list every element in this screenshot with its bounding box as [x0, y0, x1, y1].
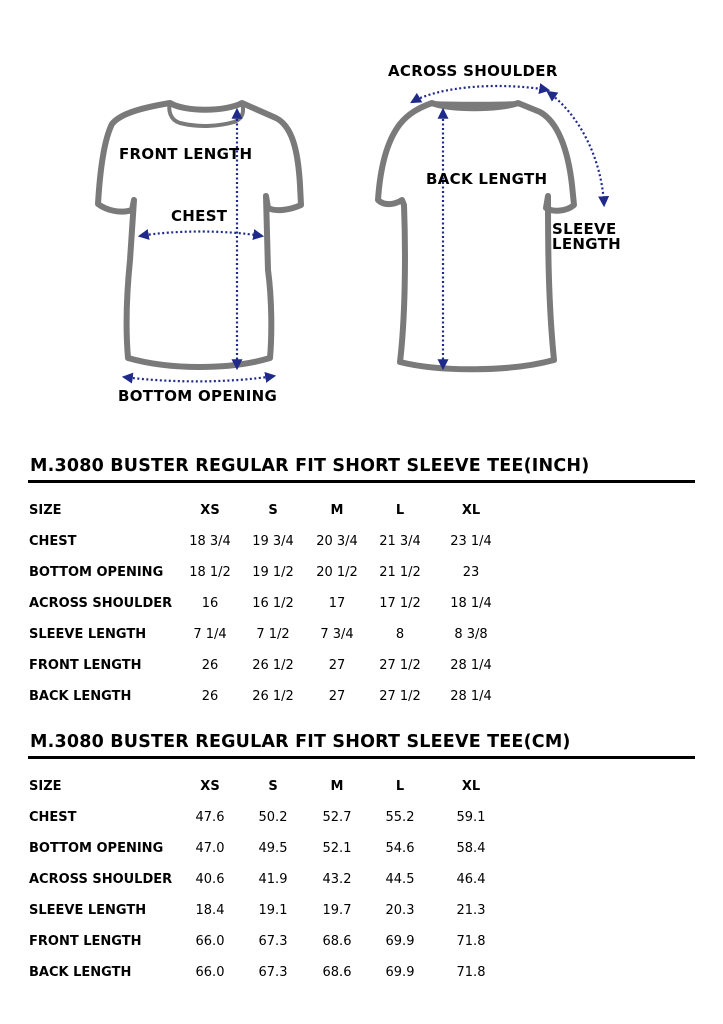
row-label: CHEST	[29, 534, 77, 549]
cell: 19.1	[258, 903, 288, 918]
row-label: ACROSS SHOULDER	[29, 872, 173, 887]
row-label: SLEEVE LENGTH	[29, 627, 147, 642]
cell: 71.8	[456, 965, 486, 980]
cell: 7 1/2	[256, 627, 290, 642]
table-row	[0, 872, 723, 892]
header-xl: XL	[461, 503, 481, 518]
table-row	[0, 534, 723, 554]
cell: 18.4	[195, 903, 225, 918]
row-label: BACK LENGTH	[29, 689, 132, 704]
across-shoulder-label: ACROSS SHOULDER	[388, 62, 558, 80]
cell: 18 1/4	[450, 596, 492, 611]
cell: 41.9	[258, 872, 288, 887]
cell: 71.8	[456, 934, 486, 949]
cell: 28 1/4	[450, 689, 492, 704]
row-label: BOTTOM OPENING	[29, 841, 164, 856]
cell: 69.9	[385, 965, 415, 980]
cell: 67.3	[258, 965, 288, 980]
header-xs: XS	[200, 779, 220, 794]
cell: 19 1/2	[252, 565, 294, 580]
table-row	[0, 841, 723, 861]
back-length-label: BACK LENGTH	[426, 170, 548, 188]
chest-label: CHEST	[171, 207, 228, 225]
table-row	[0, 596, 723, 616]
cell: 26 1/2	[252, 658, 294, 673]
table-row	[0, 658, 723, 678]
cell: 23 1/4	[450, 534, 492, 549]
cell: 19 3/4	[252, 534, 294, 549]
cell: 54.6	[385, 841, 415, 856]
cell: 17	[328, 596, 346, 611]
cell: 21.3	[456, 903, 486, 918]
cell: 44.5	[385, 872, 415, 887]
front-length-label: FRONT LENGTH	[119, 145, 253, 163]
cell: 47.0	[195, 841, 225, 856]
across-shoulder-arrow	[412, 86, 548, 102]
cell: 43.2	[322, 872, 352, 887]
row-label: CHEST	[29, 810, 77, 825]
cell: 55.2	[385, 810, 415, 825]
front-tshirt-icon	[98, 103, 301, 367]
cell: 40.6	[195, 872, 225, 887]
header-xl: XL	[461, 779, 481, 794]
cell: 52.7	[322, 810, 352, 825]
cell: 21 1/2	[379, 565, 421, 580]
table-row	[0, 903, 723, 923]
cell: 7 3/4	[320, 627, 354, 642]
row-label: SLEEVE LENGTH	[29, 903, 147, 918]
sleeve-length-arrow	[548, 92, 604, 205]
cell: 8	[395, 627, 405, 642]
cell: 26	[201, 689, 219, 704]
cell: 52.1	[322, 841, 352, 856]
measurement-arrows	[124, 86, 604, 381]
cell: 27	[328, 658, 346, 673]
cell: 50.2	[258, 810, 288, 825]
cell: 21 3/4	[379, 534, 421, 549]
cell: 20 3/4	[316, 534, 358, 549]
header-s: S	[268, 779, 278, 794]
table-title: M.3080 BUSTER REGULAR FIT SHORT SLEEVE TEE(CM)	[30, 732, 571, 752]
cell: 16 1/2	[252, 596, 294, 611]
header-l: L	[395, 779, 405, 794]
cell: 28 1/4	[450, 658, 492, 673]
back-tshirt-icon	[378, 103, 574, 369]
header-size: SIZE	[29, 779, 62, 794]
header-l: L	[395, 503, 405, 518]
cell: 27 1/2	[379, 658, 421, 673]
cell: 26 1/2	[252, 689, 294, 704]
table-header-row	[0, 779, 723, 799]
cell: 58.4	[456, 841, 486, 856]
table-row	[0, 810, 723, 830]
cell: 49.5	[258, 841, 288, 856]
cell: 69.9	[385, 934, 415, 949]
cell: 18 3/4	[189, 534, 231, 549]
tshirt-illustrations	[0, 0, 723, 430]
cell: 16	[201, 596, 219, 611]
table-row	[0, 934, 723, 954]
table-title: M.3080 BUSTER REGULAR FIT SHORT SLEEVE TEE(INCH)	[30, 456, 590, 476]
cell: 68.6	[322, 965, 352, 980]
bottom-opening-label: BOTTOM OPENING	[118, 387, 278, 405]
header-size: SIZE	[29, 503, 62, 518]
header-xs: XS	[200, 503, 220, 518]
cell: 23	[462, 565, 480, 580]
cell: 66.0	[195, 934, 225, 949]
header-m: M	[330, 503, 344, 518]
row-label: ACROSS SHOULDER	[29, 596, 173, 611]
table-row	[0, 627, 723, 647]
cell: 59.1	[456, 810, 486, 825]
cell: 26	[201, 658, 219, 673]
row-label: BOTTOM OPENING	[29, 565, 164, 580]
row-label: BACK LENGTH	[29, 965, 132, 980]
cell: 46.4	[456, 872, 486, 887]
sleeve-length-label: LENGTH	[552, 235, 621, 253]
cell: 66.0	[195, 965, 225, 980]
cell: 27 1/2	[379, 689, 421, 704]
cell: 18 1/2	[189, 565, 231, 580]
chest-arrow	[140, 232, 262, 237]
table-row	[0, 565, 723, 585]
header-m: M	[330, 779, 344, 794]
table-row	[0, 965, 723, 985]
measurement-diagram	[0, 0, 723, 430]
cell: 27	[328, 689, 346, 704]
cell: 47.6	[195, 810, 225, 825]
table-header-row	[0, 503, 723, 523]
divider	[28, 480, 695, 483]
header-s: S	[268, 503, 278, 518]
cell: 20 1/2	[316, 565, 358, 580]
sleeve-label: SLEEVE	[552, 220, 617, 238]
row-label: FRONT LENGTH	[29, 934, 142, 949]
cell: 68.6	[322, 934, 352, 949]
cell: 20.3	[385, 903, 415, 918]
bottom-opening-arrow	[124, 376, 274, 381]
table-row	[0, 689, 723, 709]
cell: 8 3/8	[454, 627, 488, 642]
divider	[28, 756, 695, 759]
row-label: FRONT LENGTH	[29, 658, 142, 673]
cell: 67.3	[258, 934, 288, 949]
cell: 7 1/4	[193, 627, 227, 642]
cell: 19.7	[322, 903, 352, 918]
cell: 17 1/2	[379, 596, 421, 611]
